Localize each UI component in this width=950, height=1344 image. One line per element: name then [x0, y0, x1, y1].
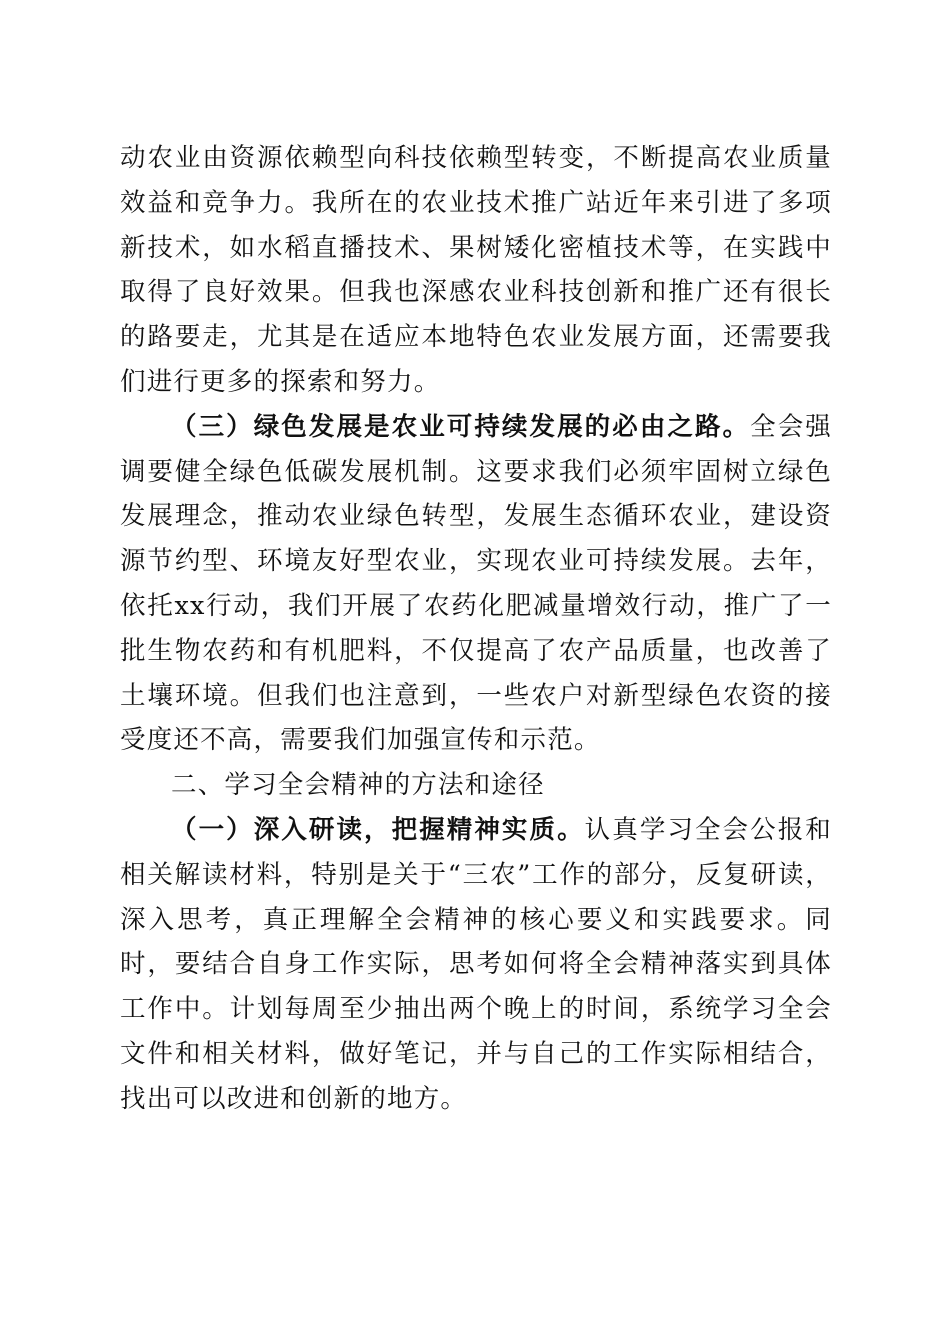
body-paragraph: [120, 405, 832, 763]
paragraph-lead-sentence: （一）深入研读，把握精神实质。: [171, 814, 585, 845]
paragraph-text: 全会强调要健全绿色低碳发展机制。这要求我们必须牢固树立绿色发展理念，推动农业绿色转型，发展生态循环农业，建设资源节约型、环境友好型农业，实现农业可持续发展。去年，依托xx行动，我们开展了农药化肥减量增效行动，推广了一批生物农药和有机肥料，不仅提高了农产品质量，也改善了土壤环境。但我们也注意到，一些农户对新型绿色农资的接受度还不高，需要我们加强宣传和示范。: [120, 411, 832, 756]
section-heading: 二、学习全会精神的方法和途径: [171, 770, 545, 801]
document-body: [120, 136, 832, 1122]
body-paragraph: [120, 808, 832, 1122]
paragraph-text: 动农业由资源依赖型向科技依赖型转变，不断提高农业质量效益和竞争力。我所在的农业技术推广站近年来引进了多项新技术，如水稻直播技术、果树矮化密植技术等，在实践中取得了良好效果。但我也深感农业科技创新和推广还有很长的路要走，尤其是在适应本地特色农业发展方面，还需要我们进行更多的探索和努力。: [120, 143, 832, 397]
paragraph-text: 认真学习全会公报和相关解读材料，特别是关于“三农”工作的部分，反复研读，深入思考，真正理解全会精神的核心要义和实践要求。同时，要结合自身工作实际，思考如何将全会精神落实到具体工作中。计划每周至少抽出两个晚上的时间，系统学习全会文件和相关材料，做好笔记，并与自己的工作实际相结合，找出可以改进和创新的地方。: [120, 814, 832, 1114]
paragraph-lead-sentence: （三）绿色发展是农业可持续发展的必由之路。: [171, 411, 751, 442]
body-paragraph: [120, 136, 832, 405]
